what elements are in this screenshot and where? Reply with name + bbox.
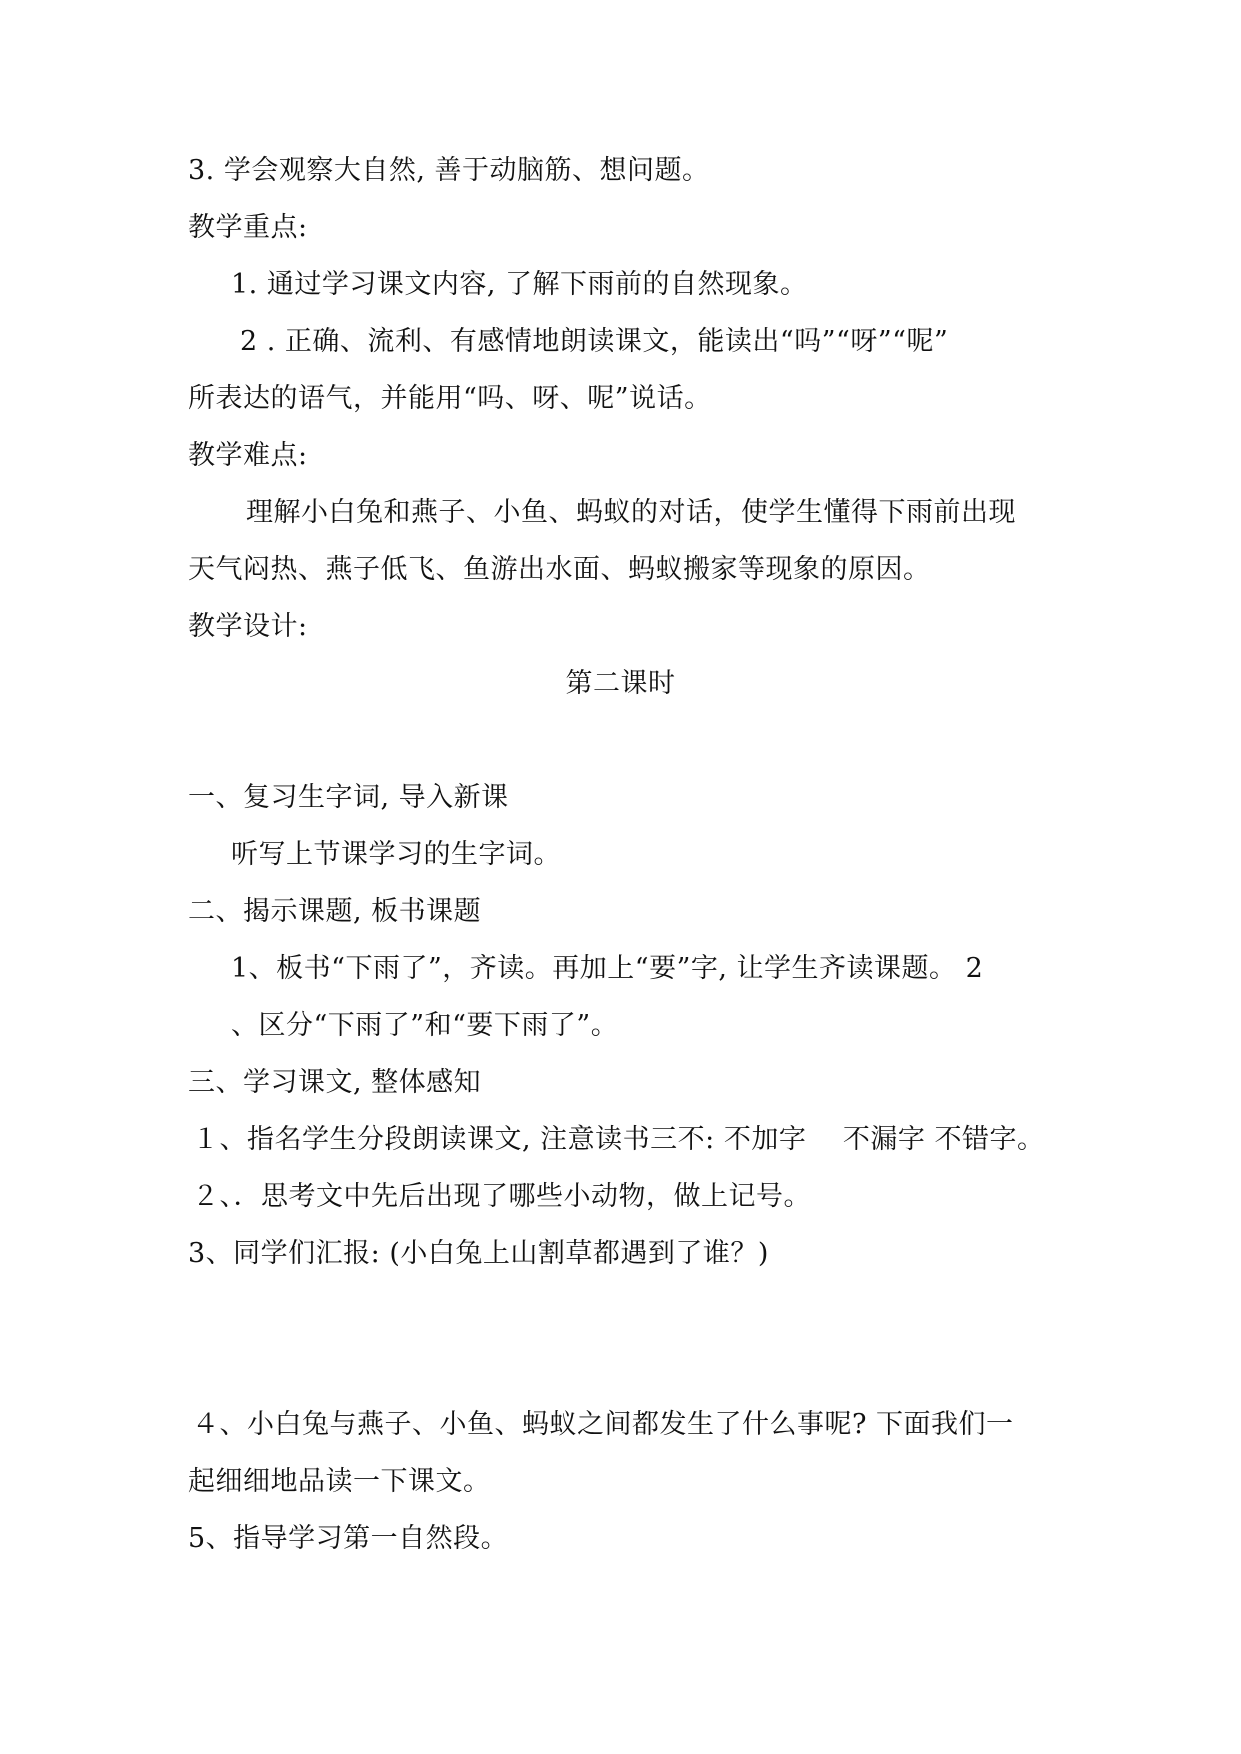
- step-3-item-1: １、指名学生分段朗读课文, 注意读书三不: 不加字 不漏字 不错字。: [192, 1124, 1045, 1155]
- key-point-1: 1. 通过学习课文内容, 了解下雨前的自然现象。: [231, 269, 808, 300]
- section-heading-key-points: 教学重点:: [188, 212, 308, 243]
- step-3-item-4-continued: 起细细地品读一下课文。: [188, 1466, 491, 1497]
- step-3-item-4: ４、小白兔与燕子、小鱼、蚂蚁之间都发生了什么事呢? 下面我们一: [192, 1409, 1014, 1440]
- step-3-item-2: ２、．思考文中先后出现了哪些小动物，做上记号。: [192, 1181, 811, 1212]
- step-1-heading: 一、复习生字词, 导入新课: [188, 782, 509, 813]
- step-2-item-2: 、区分“下雨了”和“要下雨了”。: [231, 1010, 619, 1041]
- step-3-item-5: 5、指导学习第一自然段。: [188, 1523, 509, 1554]
- key-point-2: 2 . 正确、流利、有感情地朗读课文，能读出“吗”“呀”“呢”: [240, 326, 949, 357]
- section-heading-difficulties: 教学难点:: [188, 440, 308, 471]
- step-3-item-3: 3、同学们汇报: (小白兔上山割草都遇到了谁？): [188, 1238, 769, 1269]
- difficulty-text: 理解小白兔和燕子、小鱼、蚂蚁的对话，使学生懂得下雨前出现: [246, 497, 1016, 528]
- step-2-item-1: 1、板书“下雨了”，齐读。再加上“要”字, 让学生齐读课题。 2: [231, 953, 984, 984]
- objective-3: 3. 学会观察大自然, 善于动脑筋、想问题。: [188, 155, 710, 186]
- lesson-title: 第二课时: [565, 668, 676, 699]
- section-heading-design: 教学设计:: [188, 611, 308, 642]
- difficulty-text-continued: 天气闷热、燕子低飞、鱼游出水面、蚂蚁搬家等现象的原因。: [188, 554, 931, 585]
- step-2-heading: 二、揭示课题, 板书课题: [188, 896, 482, 927]
- key-point-2-continued: 所表达的语气，并能用“吗、呀、呢”说话。: [188, 383, 712, 414]
- step-3-heading: 三、学习课文, 整体感知: [188, 1067, 482, 1098]
- step-1-text: 听写上节课学习的生字词。: [231, 839, 561, 870]
